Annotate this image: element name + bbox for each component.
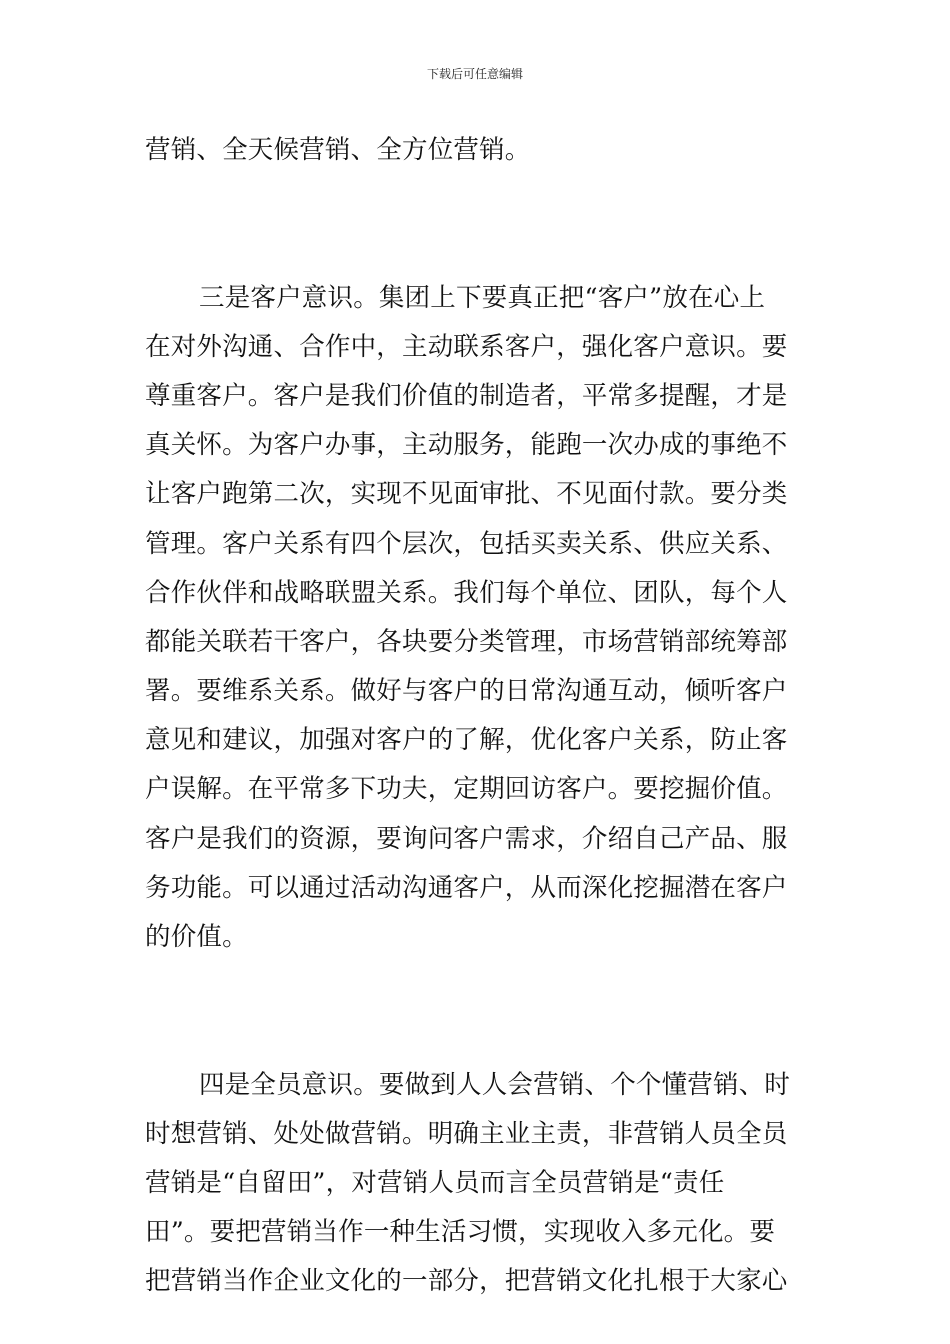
text-line: 合作伙伴和战略联盟关系。我们每个单位、团队，每个人: [145, 577, 788, 608]
paragraph-1: [145, 126, 807, 175]
text-line: 三是客户意识。集团上下要真正把“客户”放在心上: [199, 282, 766, 313]
text-line: 在对外沟通、合作中，主动联系客户，强化客户意识。要: [145, 331, 788, 362]
paragraph-2: [145, 274, 807, 963]
paragraph-spacer: [145, 1011, 807, 1060]
text-line: 真关怀。为客户办事，主动服务，能跑一次办成的事绝不: [145, 430, 788, 461]
text-line: 四是全员意识。要做到人人会营销、个个懂营销、时: [199, 1069, 791, 1100]
paragraph-3: [145, 1061, 807, 1307]
text-line: 把营销当作企业文化的一部分，把营销文化扎根于大家心: [145, 1266, 788, 1297]
text-line: 的价值。: [145, 922, 248, 952]
paragraph-spacer: [145, 224, 807, 273]
text-line: 客户是我们的资源，要询问客户需求，介绍自己产品、服: [145, 823, 788, 854]
text-line: 户误解。在平常多下功夫，定期回访客户。要挖掘价值。: [145, 774, 788, 805]
text-line: 营销、全天候营销、全方位营销。: [145, 135, 531, 165]
document-body: [145, 126, 807, 1307]
text-line: 管理。客户关系有四个层次，包括买卖关系、供应关系、: [145, 528, 788, 559]
text-line: 务功能。可以通过活动沟通客户，从而深化挖掘潜在客户: [145, 872, 788, 903]
text-line: 田”。要把营销当作一种生活习惯，实现收入多元化。要: [145, 1217, 776, 1248]
paragraph-spacer: [145, 175, 807, 224]
text-line: 营销是“自留田”，对营销人员而言全员营销是“责任: [145, 1167, 725, 1198]
page-header: 下载后可任意编辑: [426, 67, 523, 81]
text-line: 都能关联若干客户，各块要分类管理，市场营销部统筹部: [145, 626, 788, 657]
text-line: 尊重客户。客户是我们价值的制造者，平常多提醒，才是: [145, 380, 788, 411]
text-line: 时想营销、处处做营销。明确主业主责，非营销人员全员: [145, 1118, 788, 1149]
text-line: 意见和建议，加强对客户的了解，优化客户关系，防止客: [145, 725, 788, 756]
text-line: 让客户跑第二次，实现不见面审批、不见面付款。要分类: [145, 479, 788, 510]
paragraph-spacer: [145, 962, 807, 1011]
text-line: 署。要维系关系。做好与客户的日常沟通互动，倾听客户: [145, 676, 788, 707]
